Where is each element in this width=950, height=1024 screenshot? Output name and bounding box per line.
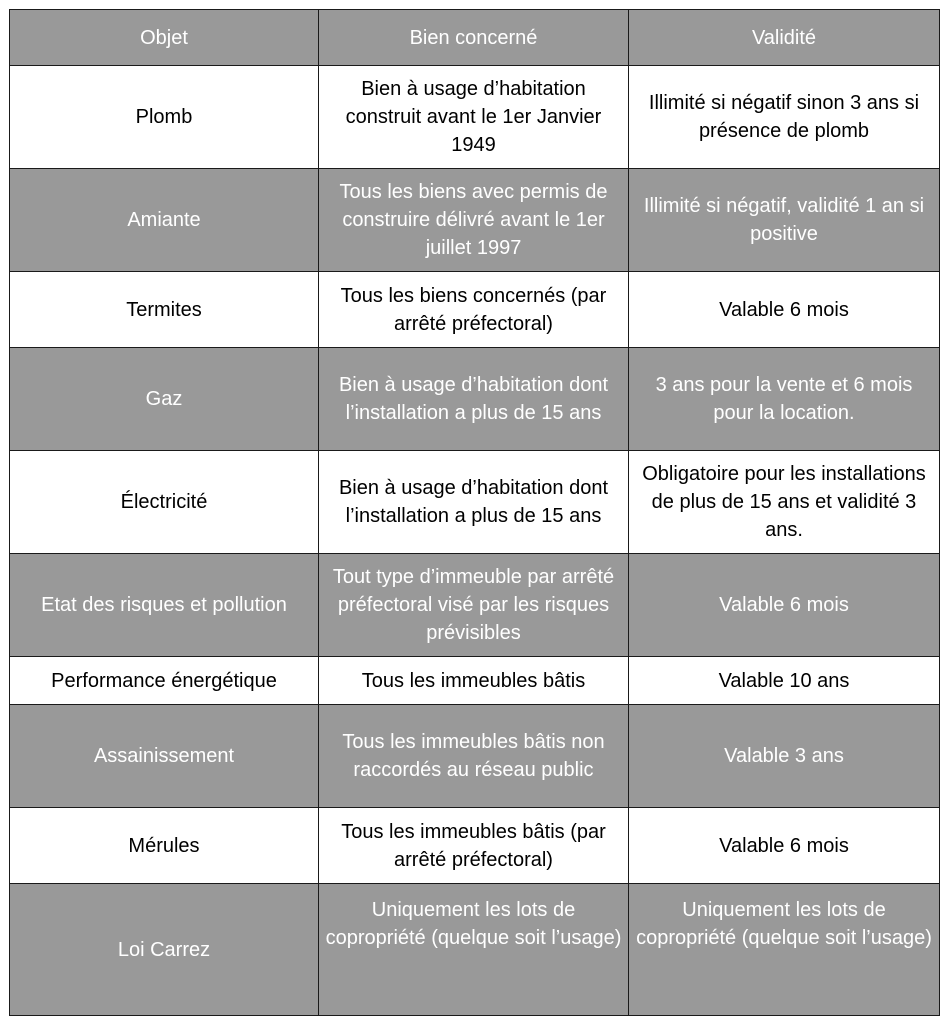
cell-objet: Performance énergétique: [10, 657, 319, 705]
cell-bien: Tous les immeubles bâtis: [319, 657, 629, 705]
diagnostics-table: [9, 9, 940, 1016]
cell-bien: Tout type d’immeuble par arrêté préfectoral visé par les risques prévisibles: [319, 554, 629, 657]
table-row: [10, 884, 940, 1016]
cell-objet: Mérules: [10, 808, 319, 884]
table-row: [10, 808, 940, 884]
header-validite: Validité: [629, 10, 940, 66]
cell-bien: Bien à usage d’habitation construit avant le 1er Janvier 1949: [319, 66, 629, 169]
cell-bien: Bien à usage d’habitation dont l’installation a plus de 15 ans: [319, 348, 629, 451]
cell-objet: Loi Carrez: [10, 884, 319, 1016]
cell-objet: Etat des risques et pollution: [10, 554, 319, 657]
cell-bien: Uniquement les lots de copropriété (quelque soit l’usage): [319, 884, 629, 1016]
cell-validite: 3 ans pour la vente et 6 mois pour la location.: [629, 348, 940, 451]
table-row: [10, 169, 940, 272]
table-row: [10, 657, 940, 705]
table-header-row: [10, 10, 940, 66]
cell-objet: Assainissement: [10, 705, 319, 808]
cell-objet: Gaz: [10, 348, 319, 451]
cell-validite: Valable 6 mois: [629, 808, 940, 884]
cell-validite: Obligatoire pour les installations de plus de 15 ans et validité 3 ans.: [629, 451, 940, 554]
table-row: [10, 554, 940, 657]
cell-validite: Illimité si négatif, validité 1 an si positive: [629, 169, 940, 272]
cell-validite: Illimité si négatif sinon 3 ans si présence de plomb: [629, 66, 940, 169]
table-row: [10, 348, 940, 451]
cell-validite: Valable 10 ans: [629, 657, 940, 705]
table-row: [10, 705, 940, 808]
cell-objet: Électricité: [10, 451, 319, 554]
cell-bien: Tous les biens concernés (par arrêté préfectoral): [319, 272, 629, 348]
cell-bien: Tous les immeubles bâtis non raccordés au réseau public: [319, 705, 629, 808]
cell-bien: Tous les biens avec permis de construire délivré avant le 1er juillet 1997: [319, 169, 629, 272]
table-row: [10, 272, 940, 348]
cell-objet: Plomb: [10, 66, 319, 169]
cell-validite: Valable 6 mois: [629, 554, 940, 657]
table-row: [10, 451, 940, 554]
cell-validite: Uniquement les lots de copropriété (quelque soit l’usage): [629, 884, 940, 1016]
header-objet: Objet: [10, 10, 319, 66]
cell-objet: Amiante: [10, 169, 319, 272]
cell-bien: Tous les immeubles bâtis (par arrêté préfectoral): [319, 808, 629, 884]
cell-validite: Valable 3 ans: [629, 705, 940, 808]
cell-validite: Valable 6 mois: [629, 272, 940, 348]
table-row: [10, 66, 940, 169]
cell-objet: Termites: [10, 272, 319, 348]
cell-bien: Bien à usage d’habitation dont l’installation a plus de 15 ans: [319, 451, 629, 554]
header-bien-concerne: Bien concerné: [319, 10, 629, 66]
